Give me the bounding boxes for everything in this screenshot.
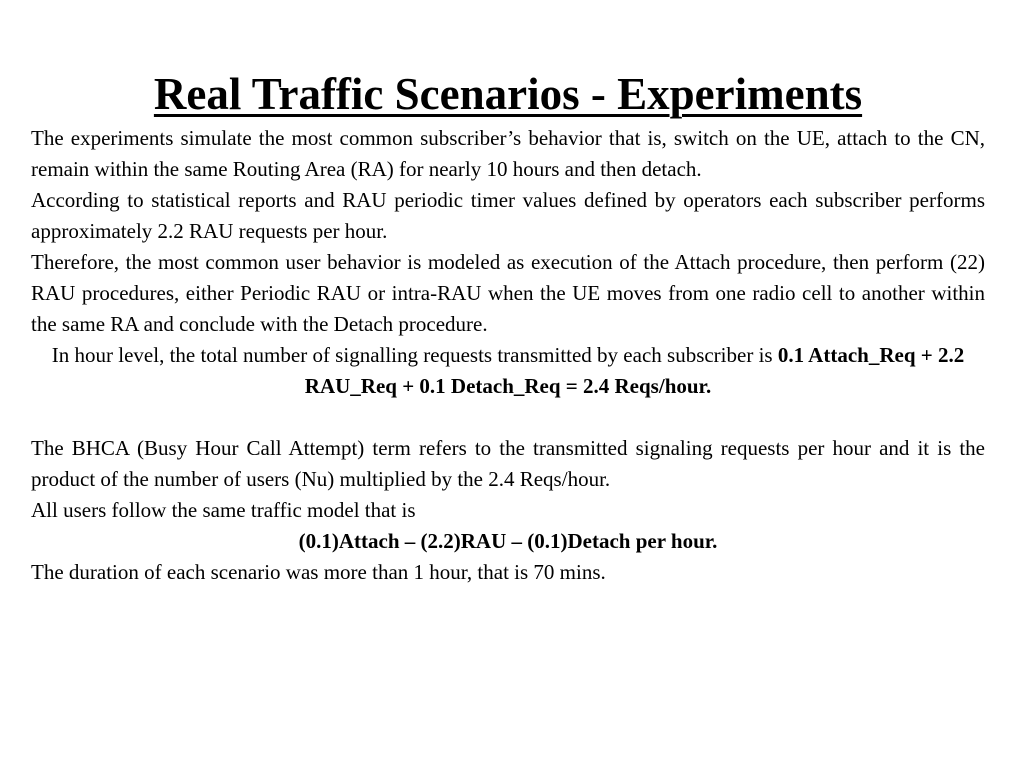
traffic-model-formula [31, 526, 985, 557]
paragraph-duration: The duration of each scenario was more than 1 hour, that is 70 mins. [31, 560, 606, 584]
blank-line [31, 402, 985, 433]
paragraph-statistical-reports: According to statistical reports and RAU periodic timer values defined by operators each subscriber performs approximately 2.2 RAU requests per hour. [31, 188, 985, 243]
hour-level-text: In hour level, the total number of signalling requests transmitted by each subscriber is [51, 343, 778, 367]
paragraph-experiments: The experiments simulate the most common subscriber’s behavior that is, switch on the UE, attach to the CN, remain within the same Routing Area (RA) for nearly 10 hours and then detach. [31, 126, 985, 181]
hour-level-formula: 0.1 Attach_Req + 2.2 RAU_Req + 0.1 Detach_Req = 2.4 Reqs/hour. [304, 343, 965, 398]
slide-body [31, 123, 985, 588]
slide-title: Real Traffic Scenarios - Experiments [153, 69, 863, 119]
paragraph-traffic-model: All users follow the same traffic model that is [31, 498, 416, 522]
paragraph-hour-level [31, 340, 985, 402]
paragraph-bhca: The BHCA (Busy Hour Call Attempt) term refers to the transmitted signaling requests per hour and it is the product of the number of users (Nu) multiplied by the 2.4 Reqs/hour. [31, 436, 985, 491]
paragraph-user-behavior: Therefore, the most common user behavior is modeled as execution of the Attach procedure, then perform (22) RAU procedures, either Periodic RAU or intra-RAU when the UE moves from one radio cell to another within the same RA and conclude with the Detach procedure. [31, 250, 985, 336]
traffic-model-formula-text: (0.1)Attach – (2.2)RAU – (0.1)Detach per hour. [298, 529, 718, 553]
